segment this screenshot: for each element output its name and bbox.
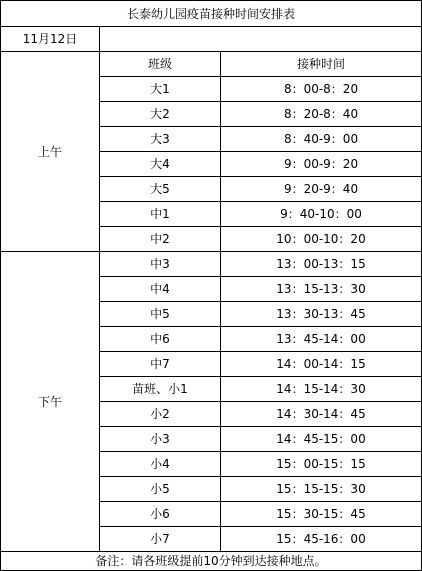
class-cell: 中2	[100, 227, 221, 252]
time-cell: 13：00-13：15	[221, 252, 422, 277]
class-cell: 小7	[100, 527, 221, 552]
time-cell: 8：40-9：00	[221, 127, 422, 152]
table-row	[1, 252, 422, 277]
class-cell: 小4	[100, 452, 221, 477]
time-cell: 14：30-14：45	[221, 402, 422, 427]
class-cell: 中5	[100, 302, 221, 327]
class-cell: 中3	[100, 252, 221, 277]
class-cell: 小3	[100, 427, 221, 452]
time-cell: 9：00-9：20	[221, 152, 422, 177]
header-time: 接种时间	[221, 52, 422, 77]
class-cell: 中7	[100, 352, 221, 377]
footnote: 备注：请各班级提前10分钟到达接种地点。	[1, 552, 422, 571]
class-cell: 小6	[100, 502, 221, 527]
time-cell: 15：00-15：15	[221, 452, 422, 477]
page-title: 长泰幼儿园疫苗接种时间安排表	[1, 1, 422, 27]
time-cell: 8：20-8：40	[221, 102, 422, 127]
header-class: 班级	[100, 52, 221, 77]
class-cell: 大3	[100, 127, 221, 152]
class-cell: 大1	[100, 77, 221, 102]
time-cell: 15：15-15：30	[221, 477, 422, 502]
time-cell: 13：30-13：45	[221, 302, 422, 327]
time-cell: 14：00-14：15	[221, 352, 422, 377]
time-cell: 10：00-10：20	[221, 227, 422, 252]
time-cell: 14：15-14：30	[221, 377, 422, 402]
period-label-afternoon: 下午	[1, 252, 100, 552]
schedule-date: 11月12日	[1, 27, 100, 52]
time-cell: 9：20-9：40	[221, 177, 422, 202]
time-cell: 14：45-15：00	[221, 427, 422, 452]
class-cell: 中6	[100, 327, 221, 352]
class-cell: 苗班、小1	[100, 377, 221, 402]
time-cell: 8：00-8：20	[221, 77, 422, 102]
class-cell: 小2	[100, 402, 221, 427]
class-cell: 中1	[100, 202, 221, 227]
time-cell: 13：45-14：00	[221, 327, 422, 352]
time-cell: 15：45-16：00	[221, 527, 422, 552]
date-row-blank	[100, 27, 422, 52]
period-label-morning: 上午	[1, 52, 100, 252]
class-cell: 大5	[100, 177, 221, 202]
time-cell: 15：30-15：45	[221, 502, 422, 527]
class-cell: 中4	[100, 277, 221, 302]
time-cell: 9：40-10：00	[221, 202, 422, 227]
time-cell: 13：15-13：30	[221, 277, 422, 302]
class-cell: 大2	[100, 102, 221, 127]
class-cell: 大4	[100, 152, 221, 177]
class-cell: 小5	[100, 477, 221, 502]
